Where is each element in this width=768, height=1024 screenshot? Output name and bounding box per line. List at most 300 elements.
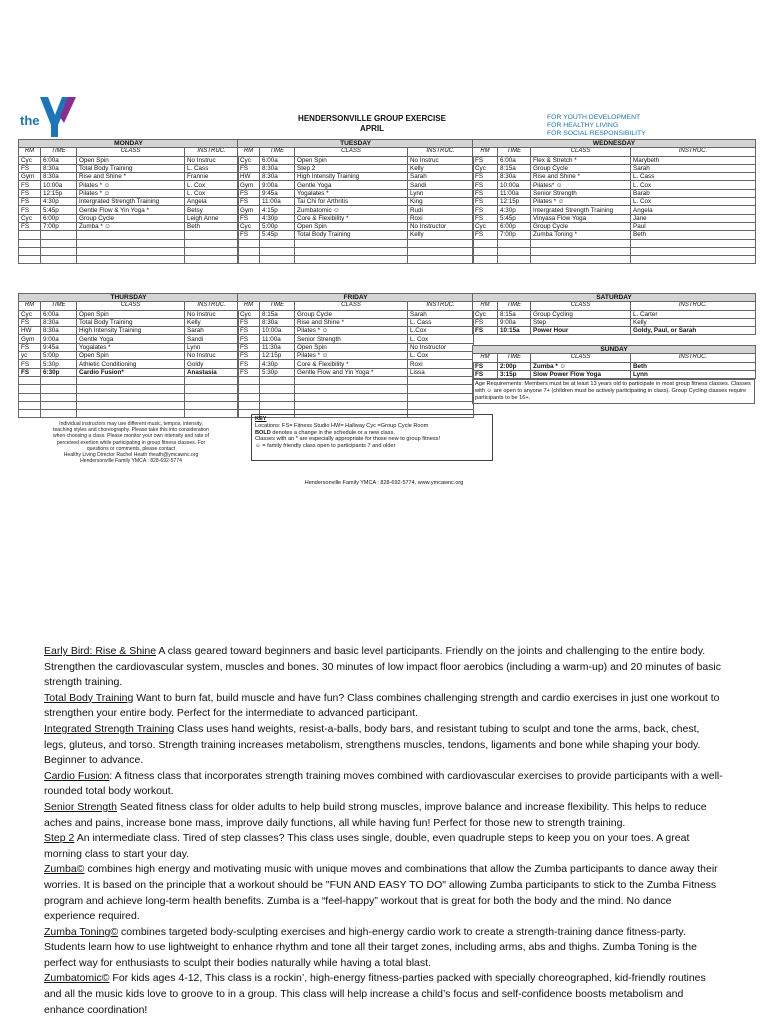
table-row xyxy=(19,343,239,351)
table-row xyxy=(19,198,239,206)
class-room: FS xyxy=(238,214,260,222)
class-time: 11:00a xyxy=(498,189,531,197)
class-instructor: King xyxy=(408,198,474,206)
class-time: 2:00p xyxy=(498,362,531,370)
note-line: perceived exertion while participating in group fitness classes. For xyxy=(56,439,206,446)
class-time xyxy=(260,376,295,384)
class-room xyxy=(238,239,260,247)
class-time xyxy=(41,231,77,239)
class-name xyxy=(295,385,408,393)
class-room xyxy=(19,385,41,393)
day-header: THURSDAY xyxy=(19,294,239,302)
col-instruc: INSTRUC. xyxy=(408,302,474,310)
class-instructor xyxy=(631,256,756,264)
table-row xyxy=(19,310,239,318)
class-name xyxy=(531,239,631,247)
class-time xyxy=(260,393,295,401)
class-time: 4:15p xyxy=(260,206,295,214)
table-row xyxy=(19,189,239,197)
empty-row xyxy=(473,239,756,247)
class-name xyxy=(77,410,185,418)
class-name: Power Hour xyxy=(531,327,631,335)
friday-table xyxy=(237,293,474,418)
class-time: 8:30a xyxy=(260,318,295,326)
class-instructor: No Instruc xyxy=(408,156,474,164)
table-row xyxy=(238,343,474,351)
col-time: TIME xyxy=(498,302,531,310)
class-instructor: L. Cass xyxy=(408,318,474,326)
class-time xyxy=(41,239,77,247)
table-row xyxy=(473,189,756,197)
class-room xyxy=(238,385,260,393)
description-item xyxy=(44,722,724,769)
class-room: FS xyxy=(238,231,260,239)
table-row xyxy=(19,360,239,368)
col-time: TIME xyxy=(260,148,295,156)
col-instruc: INSTRUC. xyxy=(631,302,756,310)
class-time: 6:00a xyxy=(260,156,295,164)
class-instructor xyxy=(408,393,474,401)
class-room xyxy=(19,401,41,409)
col-time: TIME xyxy=(41,148,77,156)
class-name: Core & Flexibility * xyxy=(295,360,408,368)
class-name xyxy=(531,256,631,264)
class-room: FS xyxy=(238,198,260,206)
class-room: FS xyxy=(473,181,498,189)
class-name xyxy=(77,239,185,247)
class-time: 10:00a xyxy=(41,181,77,189)
class-instructor: L. Cox xyxy=(631,198,756,206)
col-class: CLASS xyxy=(531,302,631,310)
class-room: FS xyxy=(473,362,498,370)
class-name: Pilates * ☺ xyxy=(295,327,408,335)
class-instructor: L. Carter xyxy=(631,310,756,318)
class-instructor: L. Cass xyxy=(631,173,756,181)
table-row xyxy=(238,368,474,376)
monday-table xyxy=(18,139,239,264)
class-instructor: No Instructor xyxy=(408,343,474,351)
class-time xyxy=(41,247,77,255)
key-bold-rest: denotes a change in the schedule or a new class. xyxy=(270,429,395,436)
class-instructor xyxy=(185,256,239,264)
empty-row xyxy=(238,239,474,247)
class-name: Pilates * ☺ xyxy=(77,181,185,189)
class-name xyxy=(295,256,408,264)
col-time: TIME xyxy=(498,148,531,156)
col-class: CLASS xyxy=(77,148,185,156)
empty-row xyxy=(19,410,239,418)
col-rm: RM xyxy=(19,148,41,156)
class-room: FS xyxy=(238,318,260,326)
class-time: 5:00p xyxy=(41,352,77,360)
class-time: 4:30p xyxy=(260,360,295,368)
table-row xyxy=(473,231,756,239)
class-room: FS xyxy=(19,189,41,197)
class-name: Rise and Shine * xyxy=(295,318,408,326)
class-name: High Intensity Training xyxy=(295,173,408,181)
col-class: CLASS xyxy=(77,302,185,310)
class-room: FS xyxy=(238,335,260,343)
empty-row xyxy=(238,385,474,393)
class-name: Pilates * ☺ xyxy=(295,352,408,360)
class-instructor: Kelly xyxy=(631,318,756,326)
class-instructor: Sarah xyxy=(408,310,474,318)
col-class: CLASS xyxy=(295,148,408,156)
class-time xyxy=(260,385,295,393)
class-name: Zumba Toning * xyxy=(531,231,631,239)
table-row xyxy=(19,318,239,326)
class-time: 7:00p xyxy=(498,231,531,239)
legend-key xyxy=(251,414,493,461)
class-name xyxy=(77,247,185,255)
class-room: FS xyxy=(19,343,41,351)
class-room: Cyc xyxy=(19,214,41,222)
class-name: Cardio Fusion* xyxy=(77,368,185,376)
description-item xyxy=(44,769,724,800)
description-title: Integrated Strength Training xyxy=(44,722,175,735)
class-instructor: Anastasia xyxy=(185,368,239,376)
class-instructor: Frannie xyxy=(185,173,239,181)
wednesday-table xyxy=(472,139,756,264)
class-name: Intergrated Strength Training xyxy=(77,198,185,206)
class-time: 8:30a xyxy=(41,173,77,181)
class-name: Pilates * ☺ xyxy=(77,189,185,197)
table-row xyxy=(238,173,474,181)
class-instructor: Goldy xyxy=(185,360,239,368)
tagline-line: FOR SOCIAL RESPONSIBILITY xyxy=(547,130,646,137)
class-room xyxy=(238,376,260,384)
col-time: TIME xyxy=(260,302,295,310)
class-room xyxy=(473,239,498,247)
class-time: 8:30a xyxy=(41,164,77,172)
class-time: 8:30a xyxy=(41,327,77,335)
table-row xyxy=(473,327,756,335)
class-time xyxy=(41,393,77,401)
empty-row xyxy=(19,256,239,264)
class-name xyxy=(295,239,408,247)
class-name: Tai Chi for Arthritis xyxy=(295,198,408,206)
empty-row xyxy=(238,401,474,409)
col-instruc: INSTRUC. xyxy=(631,354,756,362)
day-header: WEDNESDAY xyxy=(473,140,756,148)
col-rm: RM xyxy=(19,302,41,310)
description-title: Step 2 xyxy=(44,832,75,845)
class-name: Open Spin xyxy=(77,310,185,318)
col-rm: RM xyxy=(473,148,498,156)
class-time: 11:00a xyxy=(260,335,295,343)
tagline xyxy=(547,114,646,138)
class-instructor: Roxi xyxy=(408,214,474,222)
class-instructor: L. Cox xyxy=(408,335,474,343)
table-row xyxy=(238,156,474,164)
class-room: Cyc xyxy=(238,156,260,164)
class-time xyxy=(260,239,295,247)
class-room xyxy=(19,247,41,255)
class-instructor: L. Cox xyxy=(185,189,239,197)
class-room: FS xyxy=(473,156,498,164)
tagline-line: FOR HEALTHY LIVING xyxy=(547,122,619,129)
empty-row xyxy=(19,393,239,401)
class-time: 6:00a xyxy=(41,156,77,164)
class-time: 5:45p xyxy=(498,214,531,222)
class-instructor: Beth xyxy=(185,222,239,230)
description-text: An intermediate class. Tired of step classes? This class uses single, double, even quadruple steps to keep you on your toes. A great morning class to start your day. xyxy=(44,832,690,860)
class-time xyxy=(41,410,77,418)
class-instructor xyxy=(185,239,239,247)
class-time: 12:15p xyxy=(260,352,295,360)
class-room xyxy=(473,256,498,264)
table-row xyxy=(19,335,239,343)
class-time: 12:15p xyxy=(41,189,77,197)
class-instructor: Marybeth xyxy=(631,156,756,164)
class-instructor xyxy=(408,239,474,247)
class-room: FS xyxy=(19,368,41,376)
class-room xyxy=(238,401,260,409)
class-instructor: L.Cox xyxy=(408,327,474,335)
class-name xyxy=(77,401,185,409)
class-instructor: Kelly xyxy=(408,164,474,172)
class-time xyxy=(41,385,77,393)
class-time: 4:30p xyxy=(260,214,295,222)
class-name: Open Spin xyxy=(77,156,185,164)
description-title: Total Body Training xyxy=(44,691,134,704)
description-text: Seated fitness class for older adults to help build strong muscles, improve balance and increase flexibility. This helps to reduce aches and pains, increase bone mass, improve daily functions, all while having fun! Perfect for those new to strength training. xyxy=(44,800,707,829)
class-room xyxy=(19,231,41,239)
class-name: Group Cycle xyxy=(531,222,631,230)
table-row xyxy=(473,206,756,214)
table-row xyxy=(473,173,756,181)
tagline-line: FOR YOUTH DEVELOPMENT xyxy=(547,114,641,121)
table-row xyxy=(19,368,239,376)
day-header: TUESDAY xyxy=(238,140,474,148)
class-time: 10:00a xyxy=(260,327,295,335)
key-locations: Locations: FS= Fitness Studio HW= Hallway Cyc =Group Cycle Room xyxy=(255,422,429,429)
table-row xyxy=(19,222,239,230)
class-room: FS xyxy=(473,318,498,326)
table-row xyxy=(473,370,756,378)
class-name xyxy=(77,231,185,239)
empty-row xyxy=(19,385,239,393)
col-instruc: INSTRUC. xyxy=(185,302,239,310)
thursday-table xyxy=(18,293,239,418)
class-room: FS xyxy=(473,189,498,197)
class-room: yc xyxy=(19,352,41,360)
class-instructor xyxy=(631,247,756,255)
class-time: 5:45p xyxy=(41,206,77,214)
table-row xyxy=(238,327,474,335)
class-time: 7:00p xyxy=(41,222,77,230)
title-line-2: APRIL xyxy=(360,124,384,133)
table-row xyxy=(19,173,239,181)
class-name: Gentle Yoga xyxy=(295,181,408,189)
note-line: Hendersonville Family YMCA : 828-692-5774 xyxy=(80,458,182,465)
class-instructor xyxy=(408,401,474,409)
table-row xyxy=(19,156,239,164)
class-instructor xyxy=(185,385,239,393)
class-name: Rise and Shine * xyxy=(531,173,631,181)
col-rm: RM xyxy=(238,148,260,156)
class-name: Group Cycle xyxy=(531,164,631,172)
class-instructor: Sarah xyxy=(185,327,239,335)
class-name: Gentle Flow and Yin Yoga * xyxy=(295,368,408,376)
class-time xyxy=(260,401,295,409)
class-time xyxy=(41,376,77,384)
class-instructor: Beth xyxy=(631,231,756,239)
class-room: FS xyxy=(473,173,498,181)
table-row xyxy=(473,156,756,164)
class-room: Gym xyxy=(238,181,260,189)
table-row xyxy=(238,318,474,326)
class-instructor: Betsy xyxy=(185,206,239,214)
table-row xyxy=(473,181,756,189)
instructor-note xyxy=(26,421,236,464)
empty-row xyxy=(238,393,474,401)
empty-row xyxy=(19,401,239,409)
footer-contact: Hendersonville Family YMCA : 828-692-5774, www.ymcawnc.org xyxy=(304,480,464,486)
class-room: HW xyxy=(238,173,260,181)
table-row xyxy=(238,222,474,230)
class-room: FS xyxy=(473,231,498,239)
class-instructor xyxy=(185,410,239,418)
class-time xyxy=(41,401,77,409)
key-bold-word: BOLD xyxy=(255,429,271,436)
class-room xyxy=(473,247,498,255)
class-time: 8:15a xyxy=(498,310,531,318)
class-instructor: L. Cox xyxy=(185,181,239,189)
class-room xyxy=(238,393,260,401)
class-time: 9:45a xyxy=(41,343,77,351)
description-text: A class geared toward beginners and basic level participants. Friendly on the joints and challenging to the entire body. Strengthen the cardiovascular system, muscles and bones. 30 minutes of low impact floor aerobics (including a warm-up) and 20 minutes of basic strength training. xyxy=(44,645,721,689)
class-instructor: Lissa xyxy=(408,368,474,376)
class-name: Flex & Stretch * xyxy=(531,156,631,164)
class-time: 5:00p xyxy=(260,222,295,230)
table-row xyxy=(238,189,474,197)
class-room xyxy=(19,393,41,401)
description-item xyxy=(44,691,724,722)
class-instructor: Lynn xyxy=(185,343,239,351)
class-time: 6:30p xyxy=(41,368,77,376)
age-requirements-text: Age Requirements: Members must be at least 13 years old to participate in most group fitness classes. Classes with ☺ are open to anyone 7+ (children must be actively participating in class). Group Cycling classes require participants to be 16+. xyxy=(473,380,755,404)
day-header: MONDAY xyxy=(19,140,239,148)
class-name: Group Cycle xyxy=(295,310,408,318)
description-text: For kids ages 4-12, This class is a rockin’, high-energy fitness-parties packed with specially choreographed, kid-friendly routines and all the music kids love to groove to in a group. This class will help increase a child’s focus and self-confidence boosts metabolism and enhance coordination! xyxy=(44,972,706,1016)
description-text: combines high energy and motivating music with unique moves and combinations that allow the Zumba participants to dance away their worries. It is based on the principle that a workout should be "FUN AND EASY TO DO" allowing Zumba participants to stick to the Zumba Fitness program and achieve long-term health benefits. Zumba is a “feel-happy” workout that is great for both the body and the mind. No dance experience required. xyxy=(44,863,718,923)
class-instructor: L. Cox xyxy=(408,352,474,360)
description-item xyxy=(44,800,724,831)
class-name: Intergrated Strength Training xyxy=(531,206,631,214)
class-name xyxy=(531,247,631,255)
class-time: 5:30p xyxy=(260,368,295,376)
class-instructor xyxy=(185,393,239,401)
class-instructor: Kelly xyxy=(408,231,474,239)
class-instructor: Angela xyxy=(631,206,756,214)
day-header: FRIDAY xyxy=(238,294,474,302)
class-room: Cyc xyxy=(238,310,260,318)
class-name: Step xyxy=(531,318,631,326)
class-name: Open Spin xyxy=(77,352,185,360)
table-row xyxy=(238,214,474,222)
class-name: Pilates* ☺ xyxy=(531,181,631,189)
class-name xyxy=(77,376,185,384)
class-room: Cyc xyxy=(473,164,498,172)
class-time: 5:30p xyxy=(41,360,77,368)
class-instructor: Sandi xyxy=(408,181,474,189)
class-room xyxy=(238,247,260,255)
class-name: Gentle Flow & Yin Yoga * xyxy=(77,206,185,214)
class-room: FS xyxy=(19,222,41,230)
class-instructor xyxy=(185,247,239,255)
note-line: teaching styles and choreography. Please take this into consideration xyxy=(53,427,209,434)
class-instructor: Barab xyxy=(631,189,756,197)
class-time: 9:00a xyxy=(41,335,77,343)
class-room: FS xyxy=(238,189,260,197)
class-instructor xyxy=(185,401,239,409)
class-name: Total Body Training xyxy=(295,231,408,239)
class-name: Open Spin xyxy=(295,156,408,164)
class-instructor: No Instruc xyxy=(185,310,239,318)
class-time: 8:30a xyxy=(498,173,531,181)
empty-row xyxy=(473,256,756,264)
class-room: FS xyxy=(19,181,41,189)
class-name: Yogalates * xyxy=(295,189,408,197)
class-name: Group Cycling xyxy=(531,310,631,318)
class-name: Senior Strength xyxy=(531,189,631,197)
class-time: 9:00a xyxy=(498,318,531,326)
table-row xyxy=(473,198,756,206)
class-instructor: Sarah xyxy=(631,164,756,172)
class-name: Slow Power Flow Yoga xyxy=(531,370,631,378)
class-room: Cyc xyxy=(473,310,498,318)
class-name: Vinyasa Flow Yoga xyxy=(531,214,631,222)
description-text: Class uses hand weights, resist-a-balls, body bars, and resistant tubing to sculpt and tone the arms, back, chest, legs, gluteus, and torso. Strength training increases metabolism, strengthens muscles, tendons, ligaments and bone while shaping your body. Beginner to advance. xyxy=(44,722,701,767)
class-room: Cyc xyxy=(473,222,498,230)
class-room xyxy=(19,410,41,418)
class-instructor: L. Cox xyxy=(631,181,756,189)
key-bold-note xyxy=(255,430,489,437)
table-row xyxy=(238,164,474,172)
class-room: FS xyxy=(238,368,260,376)
description-item xyxy=(44,862,724,924)
class-name: Zumba * ☺ xyxy=(531,362,631,370)
description-title: Cardio Fusion xyxy=(44,769,110,782)
class-name xyxy=(295,376,408,384)
class-time: 10:00a xyxy=(498,181,531,189)
class-time xyxy=(498,239,531,247)
class-instructor: Goldy, Paul, or Sarah xyxy=(631,327,756,335)
age-requirements xyxy=(472,379,755,404)
class-time: 8:30a xyxy=(260,164,295,172)
class-name: Open Spin xyxy=(295,343,408,351)
class-name xyxy=(295,247,408,255)
key-star-note: Classes with an * are especially appropriate for those new to group fitness! xyxy=(255,436,441,443)
description-title: Zumbatomic© xyxy=(44,972,110,985)
col-class: CLASS xyxy=(295,302,408,310)
title-line-1: HENDERSONVILLE GROUP EXERCISE xyxy=(298,114,446,123)
class-room: FS xyxy=(238,360,260,368)
key-family-note: ☺ = family friendly class open to participants 7 and older xyxy=(255,443,396,450)
class-instructor: Roxi xyxy=(408,360,474,368)
class-name: Pilates * ☺ xyxy=(531,198,631,206)
class-name xyxy=(295,401,408,409)
description-item xyxy=(44,925,724,972)
class-time: 11:00a xyxy=(260,198,295,206)
class-instructor: Angela xyxy=(185,198,239,206)
class-time xyxy=(498,256,531,264)
class-room: FS xyxy=(473,214,498,222)
table-row xyxy=(238,360,474,368)
table-row xyxy=(473,164,756,172)
class-time: 6:00p xyxy=(41,214,77,222)
